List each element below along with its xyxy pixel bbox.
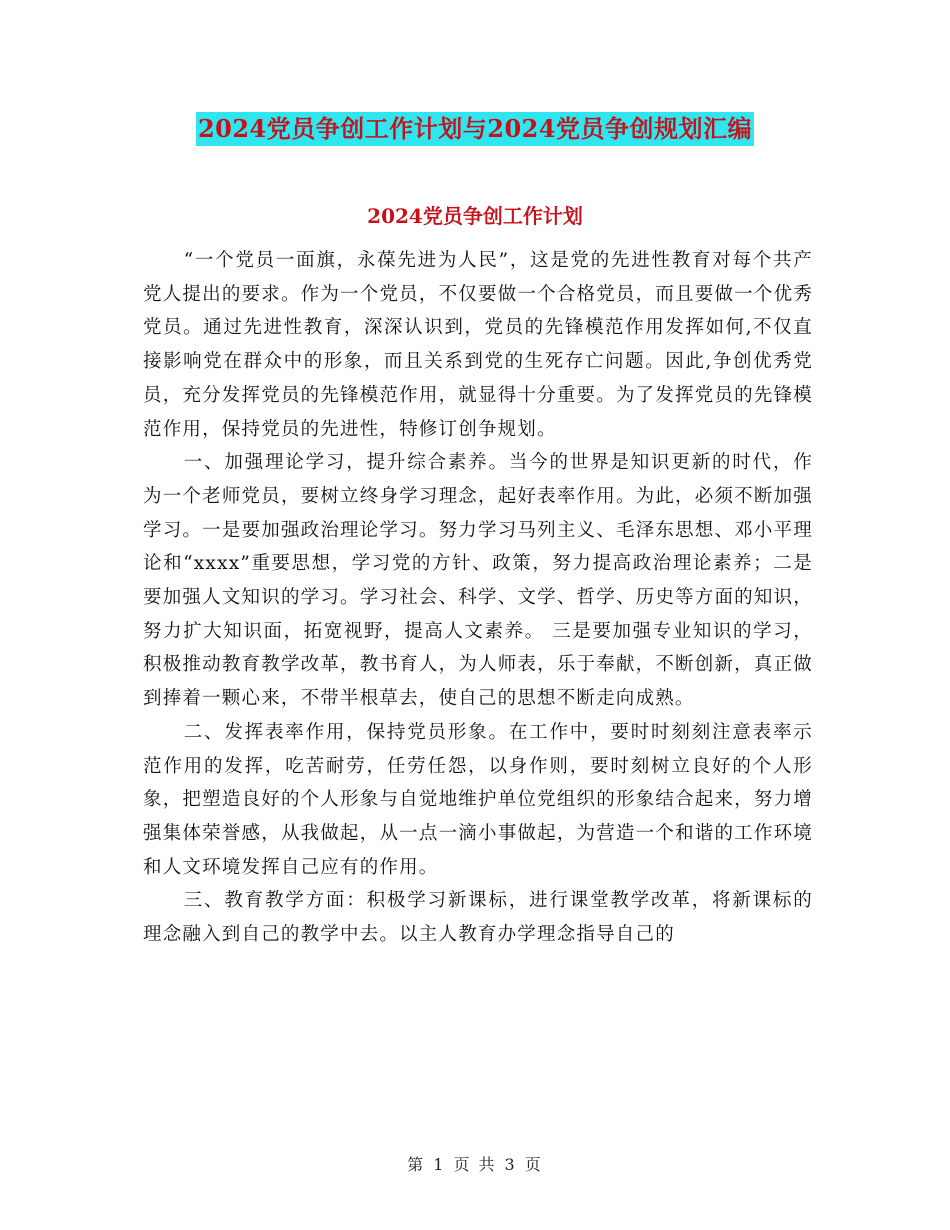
paragraph-intro: “一个党员一面旗，永葆先进为人民”，这是党的先进性教育对每个共产党人提出的要求。作为一个党员，不仅要做一个合格党员，而且要做一个优秀党员。通过先进性教育，深深认识到，党员的先锋模范作用发挥如何,不仅直接影响党在群众中的形象，而且关系到党的生死存亡问题。因此,争创优秀党员，充分发挥党员的先锋模范作用，就显得十分重要。为了发挥党员的先锋模范作用，保持党员的先进性，特修订创争规划。 — [143, 250, 813, 440]
paragraph-section-3: 三、教育教学方面：积极学习新课标，进行课堂教学改革，将新课标的理念融入到自己的教学中去。以主人教育办学理念指导自己的 — [143, 890, 813, 946]
page-footer — [0, 1152, 950, 1175]
footer-middle: 页 共 — [453, 1155, 497, 1174]
sub-title: 2024党员争创工作计划 — [367, 204, 583, 228]
footer-prefix: 第 — [407, 1155, 426, 1174]
paragraph-section-2: 二、发挥表率作用，保持党员形象。在工作中，要时时刻刻注意表率示范作用的发挥，吃苦耐劳，任劳任怨，以身作则，要时刻树立良好的个人形象，把塑造良好的个人形象与自觉地维护单位党组织的形象结合起来，努力增强集体荣誉感，从我做起，从一点一滴小事做起，为营造一个和谐的工作环境和人文环境发挥自己应有的作用。 — [143, 721, 813, 878]
footer-total-pages: 3 — [504, 1155, 517, 1174]
body-text — [143, 244, 813, 952]
main-title-container — [0, 112, 950, 146]
footer-suffix: 页 — [524, 1155, 543, 1174]
paragraph-section-1: 一、加强理论学习，提升综合素养。当今的世界是知识更新的时代，作为一个老师党员，要树立终身学习理念，起好表率作用。为此，必须不断加强学习。一是要加强政治理论学习。努力学习马列主义、毛泽东思想、邓小平理论和“xxxx”重要思想，学习党的方针、政策，努力提高政治理论素养；二是要加强人文知识的学习。学习社会、科学、文学、哲学、历史等方面的知识，努力扩大知识面，拓宽视野，提高人文素养。 三是要加强专业知识的学习，积极推动教育教学改革，教书育人，为人师表，乐于奉献，不断创新，真正做到捧着一颗心来，不带半根草去，使自己的思想不断走向成熟。 — [143, 452, 813, 710]
footer-page-number: 1 — [433, 1155, 446, 1174]
main-title: 2024党员争创工作计划与2024党员争创规划汇编 — [196, 112, 754, 146]
